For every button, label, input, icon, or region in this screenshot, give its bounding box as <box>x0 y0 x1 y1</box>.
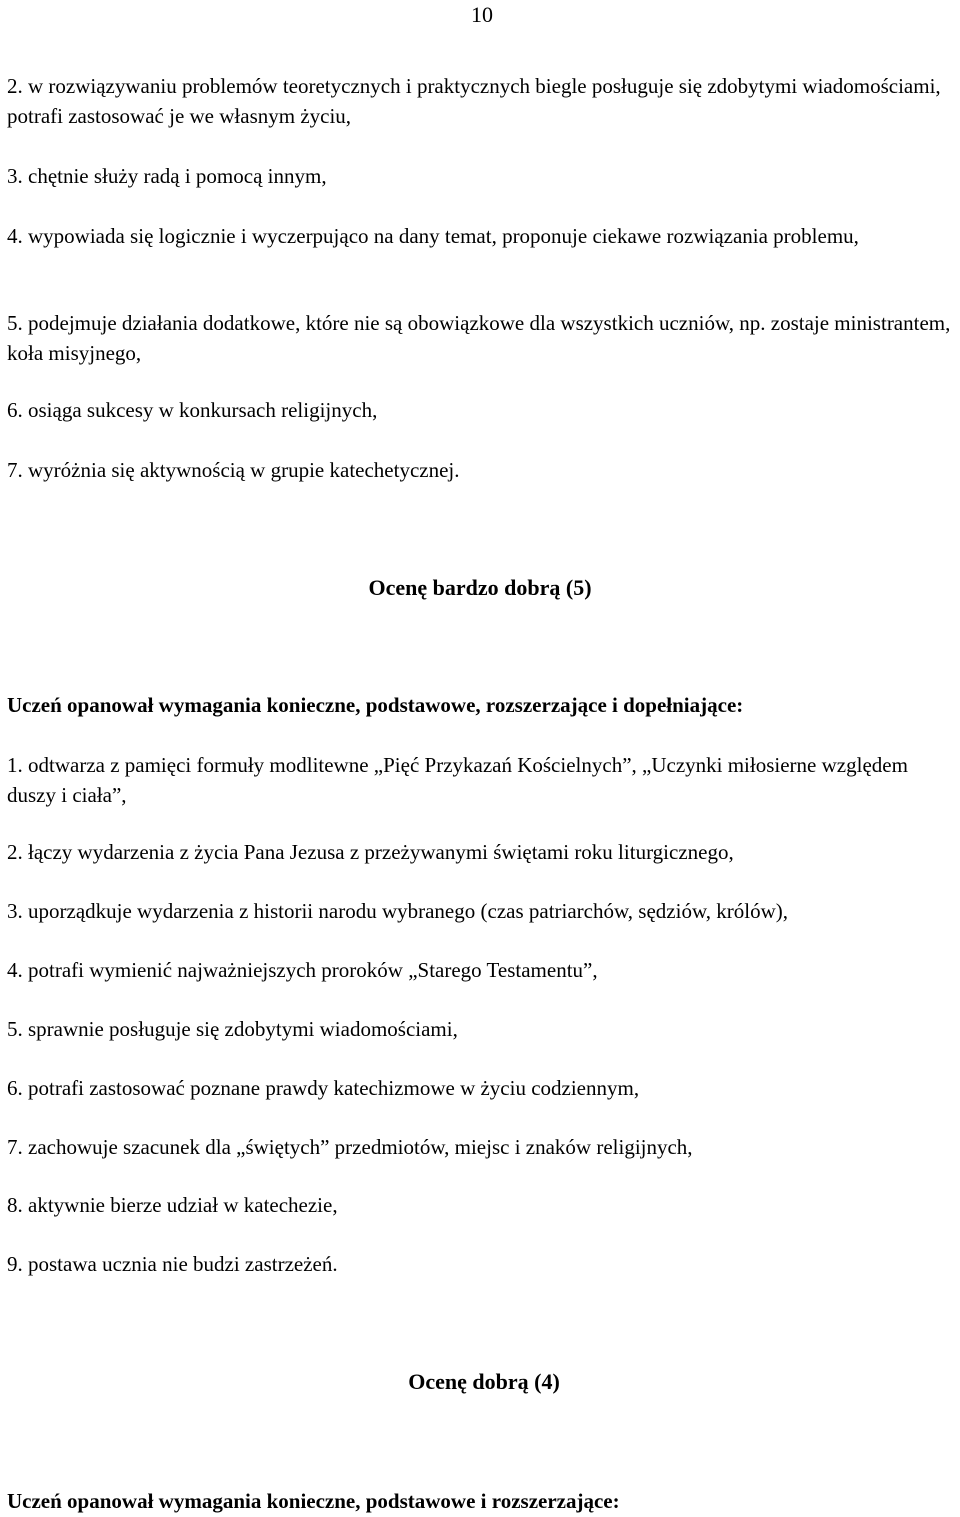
list-item: 5. podejmuje działania dodatkowe, które nie są obowiązkowe dla wszystkich uczniów, np. zostaje ministrantem, koła misyjnego, <box>7 311 951 365</box>
list-item: 5. sprawnie posługuje się zdobytymi wiadomościami, <box>7 1017 458 1041</box>
grade-good-title: Ocenę dobrą (4) <box>408 1369 560 1394</box>
list-item: 4. potrafi wymienić najważniejszych proroków „Starego Testamentu”, <box>7 958 598 982</box>
list-item: 2. łączy wydarzenia z życia Pana Jezusa z przeżywanymi świętami roku liturgicznego, <box>7 840 734 864</box>
list-item: 7. zachowuje szacunek dla „świętych” przedmiotów, miejsc i znaków religijnych, <box>7 1135 693 1159</box>
list-item: 7. wyróżnia się aktywnością w grupie katechetycznej. <box>7 458 460 482</box>
list-item: 6. potrafi zastosować poznane prawdy katechizmowe w życiu codziennym, <box>7 1076 640 1100</box>
list-item: 2. w rozwiązywaniu problemów teoretycznych i praktycznych biegle posługuje się zdobytymi wiadomościami, potrafi zastosować je we własnym życiu, <box>7 74 941 128</box>
list-item: 3. chętnie służy radą i pomocą innym, <box>7 164 327 188</box>
grade-very-good-title: Ocenę bardzo dobrą (5) <box>368 575 592 600</box>
grade-very-good-intro: Uczeń opanował wymagania konieczne, podstawowe, rozszerzające i dopełniające: <box>7 693 744 717</box>
list-item: 6. osiąga sukcesy w konkursach religijnych, <box>7 398 378 422</box>
list-item: 8. aktywnie bierze udział w katechezie, <box>7 1193 338 1217</box>
grade-good-intro: Uczeń opanował wymagania konieczne, podstawowe i rozszerzające: <box>7 1489 620 1513</box>
page-number: 10 <box>471 2 493 27</box>
list-item: 1. odtwarza z pamięci formuły modlitewne „Pięć Przykazań Kościelnych”, „Uczynki miłosierne względem duszy i ciała”, <box>7 753 908 807</box>
list-item: 4. wypowiada się logicznie i wyczerpująco na dany temat, proponuje ciekawe rozwiązania problemu, <box>7 224 859 248</box>
list-item: 3. uporządkuje wydarzenia z historii narodu wybranego (czas patriarchów, sędziów, królów), <box>7 899 788 923</box>
list-item: 9. postawa ucznia nie budzi zastrzeżeń. <box>7 1252 338 1276</box>
